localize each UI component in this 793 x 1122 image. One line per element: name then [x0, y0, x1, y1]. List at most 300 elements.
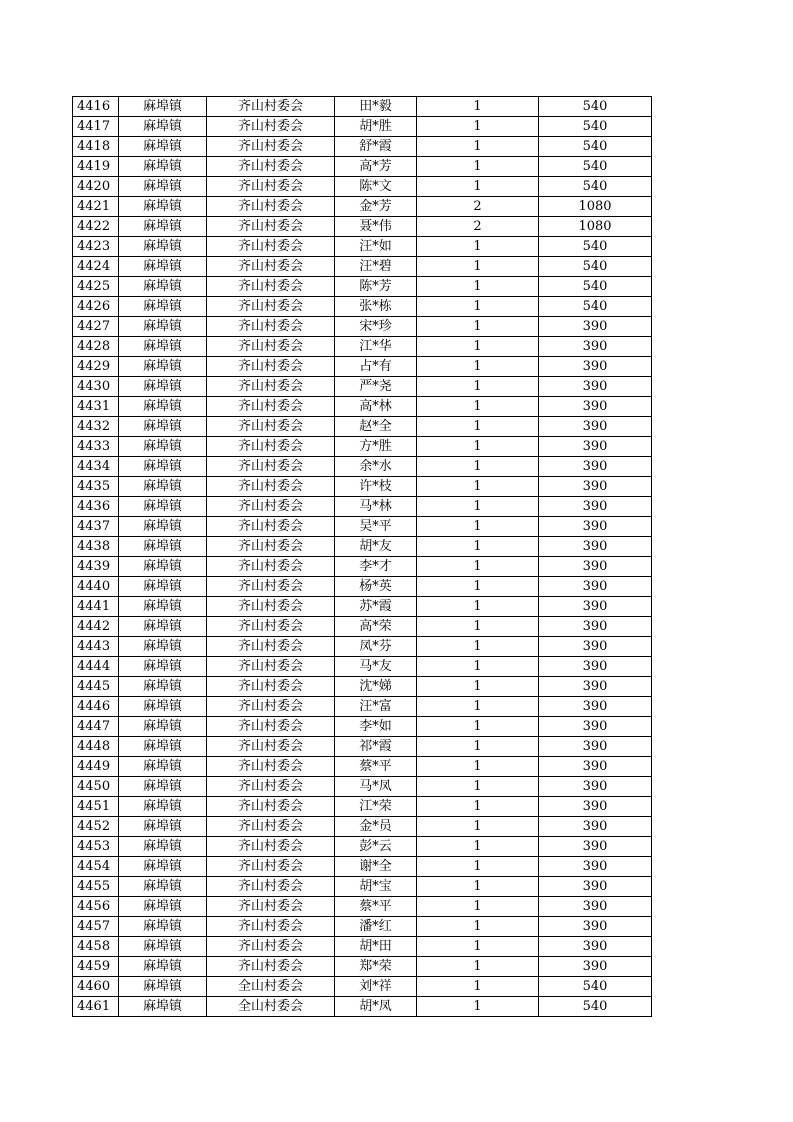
- name-cell: 谢*全: [335, 857, 417, 877]
- count-cell: 2: [417, 217, 539, 237]
- count-cell: 1: [417, 477, 539, 497]
- town-cell: 麻埠镇: [119, 897, 207, 917]
- row-id-cell: 4417: [73, 117, 119, 137]
- row-id-cell: 4436: [73, 497, 119, 517]
- table-row: [73, 477, 652, 497]
- village-cell: 齐山村委会: [207, 657, 335, 677]
- row-id-cell: 4418: [73, 137, 119, 157]
- row-id-cell: 4421: [73, 197, 119, 217]
- count-cell: 1: [417, 97, 539, 117]
- amount-cell: 390: [539, 597, 652, 617]
- amount-cell: 390: [539, 737, 652, 757]
- town-cell: 麻埠镇: [119, 257, 207, 277]
- count-cell: 1: [417, 557, 539, 577]
- row-id-cell: 4431: [73, 397, 119, 417]
- village-cell: 齐山村委会: [207, 517, 335, 537]
- table-row: [73, 157, 652, 177]
- row-id-cell: 4420: [73, 177, 119, 197]
- row-id-cell: 4453: [73, 837, 119, 857]
- amount-cell: 390: [539, 957, 652, 977]
- table-row: [73, 237, 652, 257]
- town-cell: 麻埠镇: [119, 757, 207, 777]
- town-cell: 麻埠镇: [119, 237, 207, 257]
- amount-cell: 390: [539, 437, 652, 457]
- town-cell: 麻埠镇: [119, 997, 207, 1017]
- village-cell: 齐山村委会: [207, 897, 335, 917]
- row-id-cell: 4447: [73, 717, 119, 737]
- town-cell: 麻埠镇: [119, 637, 207, 657]
- name-cell: 吴*平: [335, 517, 417, 537]
- count-cell: 1: [417, 497, 539, 517]
- table-row: [73, 737, 652, 757]
- row-id-cell: 4437: [73, 517, 119, 537]
- amount-cell: 390: [539, 477, 652, 497]
- town-cell: 麻埠镇: [119, 657, 207, 677]
- table-row: [73, 637, 652, 657]
- row-id-cell: 4439: [73, 557, 119, 577]
- village-cell: 齐山村委会: [207, 497, 335, 517]
- amount-cell: 390: [539, 517, 652, 537]
- amount-cell: 390: [539, 397, 652, 417]
- amount-cell: 390: [539, 337, 652, 357]
- row-id-cell: 4430: [73, 377, 119, 397]
- town-cell: 麻埠镇: [119, 617, 207, 637]
- name-cell: 宋*珍: [335, 317, 417, 337]
- name-cell: 高*芳: [335, 157, 417, 177]
- count-cell: 1: [417, 797, 539, 817]
- table-row: [73, 277, 652, 297]
- amount-cell: 390: [539, 537, 652, 557]
- town-cell: 麻埠镇: [119, 597, 207, 617]
- village-cell: 齐山村委会: [207, 557, 335, 577]
- town-cell: 麻埠镇: [119, 557, 207, 577]
- town-cell: 麻埠镇: [119, 457, 207, 477]
- name-cell: 李*才: [335, 557, 417, 577]
- name-cell: 方*胜: [335, 437, 417, 457]
- row-id-cell: 4460: [73, 977, 119, 997]
- count-cell: 1: [417, 117, 539, 137]
- row-id-cell: 4426: [73, 297, 119, 317]
- town-cell: 麻埠镇: [119, 297, 207, 317]
- table-row: [73, 997, 652, 1017]
- village-cell: 齐山村委会: [207, 97, 335, 117]
- count-cell: 1: [417, 697, 539, 717]
- count-cell: 1: [417, 717, 539, 737]
- count-cell: 1: [417, 577, 539, 597]
- count-cell: 1: [417, 357, 539, 377]
- row-id-cell: 4445: [73, 677, 119, 697]
- town-cell: 麻埠镇: [119, 697, 207, 717]
- town-cell: 麻埠镇: [119, 797, 207, 817]
- village-cell: 齐山村委会: [207, 177, 335, 197]
- name-cell: 聂*伟: [335, 217, 417, 237]
- table-row: [73, 617, 652, 637]
- table-body: [73, 97, 652, 1017]
- count-cell: 1: [417, 277, 539, 297]
- name-cell: 陈*芳: [335, 277, 417, 297]
- table-row: [73, 837, 652, 857]
- table-row: [73, 517, 652, 537]
- row-id-cell: 4416: [73, 97, 119, 117]
- town-cell: 麻埠镇: [119, 177, 207, 197]
- town-cell: 麻埠镇: [119, 497, 207, 517]
- town-cell: 麻埠镇: [119, 417, 207, 437]
- town-cell: 麻埠镇: [119, 97, 207, 117]
- name-cell: 马*友: [335, 657, 417, 677]
- village-cell: 齐山村委会: [207, 157, 335, 177]
- amount-cell: 390: [539, 657, 652, 677]
- town-cell: 麻埠镇: [119, 217, 207, 237]
- town-cell: 麻埠镇: [119, 477, 207, 497]
- count-cell: 1: [417, 257, 539, 277]
- village-cell: 齐山村委会: [207, 477, 335, 497]
- row-id-cell: 4427: [73, 317, 119, 337]
- amount-cell: 390: [539, 637, 652, 657]
- row-id-cell: 4461: [73, 997, 119, 1017]
- table-row: [73, 137, 652, 157]
- table-row: [73, 557, 652, 577]
- town-cell: 麻埠镇: [119, 837, 207, 857]
- village-cell: 齐山村委会: [207, 337, 335, 357]
- name-cell: 汪*富: [335, 697, 417, 717]
- count-cell: 1: [417, 837, 539, 857]
- count-cell: 1: [417, 137, 539, 157]
- table-row: [73, 957, 652, 977]
- amount-cell: 540: [539, 157, 652, 177]
- table-row: [73, 897, 652, 917]
- table-row: [73, 757, 652, 777]
- count-cell: 1: [417, 397, 539, 417]
- town-cell: 麻埠镇: [119, 517, 207, 537]
- count-cell: 1: [417, 317, 539, 337]
- table-row: [73, 437, 652, 457]
- town-cell: 麻埠镇: [119, 277, 207, 297]
- amount-cell: 540: [539, 997, 652, 1017]
- village-cell: 齐山村委会: [207, 277, 335, 297]
- row-id-cell: 4441: [73, 597, 119, 617]
- amount-cell: 390: [539, 837, 652, 857]
- village-cell: 齐山村委会: [207, 597, 335, 617]
- amount-cell: 1080: [539, 217, 652, 237]
- row-id-cell: 4452: [73, 817, 119, 837]
- amount-cell: 540: [539, 237, 652, 257]
- table-row: [73, 497, 652, 517]
- row-id-cell: 4423: [73, 237, 119, 257]
- row-id-cell: 4433: [73, 437, 119, 457]
- row-id-cell: 4448: [73, 737, 119, 757]
- amount-cell: 390: [539, 457, 652, 477]
- town-cell: 麻埠镇: [119, 577, 207, 597]
- name-cell: 胡*凤: [335, 997, 417, 1017]
- count-cell: 2: [417, 197, 539, 217]
- row-id-cell: 4438: [73, 537, 119, 557]
- name-cell: 汪*碧: [335, 257, 417, 277]
- town-cell: 麻埠镇: [119, 437, 207, 457]
- amount-cell: 390: [539, 317, 652, 337]
- table-row: [73, 577, 652, 597]
- village-cell: 齐山村委会: [207, 397, 335, 417]
- village-cell: 齐山村委会: [207, 117, 335, 137]
- name-cell: 蔡*平: [335, 757, 417, 777]
- name-cell: 刘*祥: [335, 977, 417, 997]
- table-row: [73, 657, 652, 677]
- amount-cell: 390: [539, 497, 652, 517]
- count-cell: 1: [417, 977, 539, 997]
- amount-cell: 390: [539, 857, 652, 877]
- name-cell: 胡*田: [335, 937, 417, 957]
- village-cell: 齐山村委会: [207, 417, 335, 437]
- name-cell: 田*毅: [335, 97, 417, 117]
- town-cell: 麻埠镇: [119, 537, 207, 557]
- name-cell: 胡*宝: [335, 877, 417, 897]
- table-row: [73, 317, 652, 337]
- village-cell: 齐山村委会: [207, 797, 335, 817]
- count-cell: 1: [417, 737, 539, 757]
- name-cell: 许*枝: [335, 477, 417, 497]
- row-id-cell: 4450: [73, 777, 119, 797]
- amount-cell: 1080: [539, 197, 652, 217]
- amount-cell: 540: [539, 117, 652, 137]
- count-cell: 1: [417, 677, 539, 697]
- table-row: [73, 537, 652, 557]
- row-id-cell: 4434: [73, 457, 119, 477]
- amount-cell: 390: [539, 917, 652, 937]
- town-cell: 麻埠镇: [119, 717, 207, 737]
- name-cell: 余*水: [335, 457, 417, 477]
- count-cell: 1: [417, 537, 539, 557]
- village-cell: 全山村委会: [207, 997, 335, 1017]
- name-cell: 祁*霞: [335, 737, 417, 757]
- village-cell: 齐山村委会: [207, 937, 335, 957]
- count-cell: 1: [417, 517, 539, 537]
- name-cell: 金*员: [335, 817, 417, 837]
- name-cell: 蔡*平: [335, 897, 417, 917]
- village-cell: 齐山村委会: [207, 197, 335, 217]
- village-cell: 齐山村委会: [207, 377, 335, 397]
- village-cell: 齐山村委会: [207, 917, 335, 937]
- name-cell: 金*芳: [335, 197, 417, 217]
- amount-cell: 390: [539, 357, 652, 377]
- table-row: [73, 377, 652, 397]
- village-cell: 齐山村委会: [207, 137, 335, 157]
- amount-cell: 540: [539, 977, 652, 997]
- town-cell: 麻埠镇: [119, 777, 207, 797]
- name-cell: 汪*如: [335, 237, 417, 257]
- amount-cell: 540: [539, 277, 652, 297]
- row-id-cell: 4459: [73, 957, 119, 977]
- name-cell: 李*如: [335, 717, 417, 737]
- amount-cell: 390: [539, 757, 652, 777]
- count-cell: 1: [417, 377, 539, 397]
- count-cell: 1: [417, 857, 539, 877]
- town-cell: 麻埠镇: [119, 157, 207, 177]
- count-cell: 1: [417, 297, 539, 317]
- amount-cell: 390: [539, 577, 652, 597]
- table-row: [73, 857, 652, 877]
- row-id-cell: 4458: [73, 937, 119, 957]
- name-cell: 马*林: [335, 497, 417, 517]
- town-cell: 麻埠镇: [119, 357, 207, 377]
- amount-cell: 390: [539, 777, 652, 797]
- town-cell: 麻埠镇: [119, 137, 207, 157]
- village-cell: 齐山村委会: [207, 577, 335, 597]
- row-id-cell: 4424: [73, 257, 119, 277]
- row-id-cell: 4457: [73, 917, 119, 937]
- table-row: [73, 337, 652, 357]
- amount-cell: 390: [539, 697, 652, 717]
- name-cell: 杨*英: [335, 577, 417, 597]
- count-cell: 1: [417, 817, 539, 837]
- table-row: [73, 677, 652, 697]
- town-cell: 麻埠镇: [119, 197, 207, 217]
- village-cell: 齐山村委会: [207, 297, 335, 317]
- table-row: [73, 117, 652, 137]
- town-cell: 麻埠镇: [119, 737, 207, 757]
- village-cell: 齐山村委会: [207, 817, 335, 837]
- village-cell: 齐山村委会: [207, 677, 335, 697]
- name-cell: 凤*芬: [335, 637, 417, 657]
- village-cell: 齐山村委会: [207, 437, 335, 457]
- row-id-cell: 4422: [73, 217, 119, 237]
- town-cell: 麻埠镇: [119, 857, 207, 877]
- count-cell: 1: [417, 157, 539, 177]
- count-cell: 1: [417, 457, 539, 477]
- count-cell: 1: [417, 437, 539, 457]
- town-cell: 麻埠镇: [119, 397, 207, 417]
- village-cell: 齐山村委会: [207, 457, 335, 477]
- count-cell: 1: [417, 757, 539, 777]
- row-id-cell: 4446: [73, 697, 119, 717]
- count-cell: 1: [417, 417, 539, 437]
- town-cell: 麻埠镇: [119, 977, 207, 997]
- name-cell: 胡*友: [335, 537, 417, 557]
- table-row: [73, 97, 652, 117]
- count-cell: 1: [417, 177, 539, 197]
- row-id-cell: 4429: [73, 357, 119, 377]
- count-cell: 1: [417, 637, 539, 657]
- table-row: [73, 977, 652, 997]
- count-cell: 1: [417, 897, 539, 917]
- village-cell: 齐山村委会: [207, 737, 335, 757]
- table-row: [73, 717, 652, 737]
- village-cell: 齐山村委会: [207, 777, 335, 797]
- name-cell: 胡*胜: [335, 117, 417, 137]
- table-row: [73, 597, 652, 617]
- row-id-cell: 4444: [73, 657, 119, 677]
- count-cell: 1: [417, 237, 539, 257]
- name-cell: 马*凤: [335, 777, 417, 797]
- name-cell: 张*栋: [335, 297, 417, 317]
- amount-cell: 540: [539, 137, 652, 157]
- table-row: [73, 457, 652, 477]
- table-row: [73, 937, 652, 957]
- name-cell: 苏*霞: [335, 597, 417, 617]
- amount-cell: 390: [539, 677, 652, 697]
- town-cell: 麻埠镇: [119, 957, 207, 977]
- table-row: [73, 197, 652, 217]
- amount-cell: 390: [539, 877, 652, 897]
- town-cell: 麻埠镇: [119, 917, 207, 937]
- row-id-cell: 4455: [73, 877, 119, 897]
- table-row: [73, 777, 652, 797]
- row-id-cell: 4440: [73, 577, 119, 597]
- row-id-cell: 4419: [73, 157, 119, 177]
- row-id-cell: 4449: [73, 757, 119, 777]
- table-row: [73, 257, 652, 277]
- count-cell: 1: [417, 957, 539, 977]
- name-cell: 郑*荣: [335, 957, 417, 977]
- count-cell: 1: [417, 337, 539, 357]
- row-id-cell: 4432: [73, 417, 119, 437]
- amount-cell: 540: [539, 257, 652, 277]
- amount-cell: 390: [539, 557, 652, 577]
- table-row: [73, 797, 652, 817]
- amount-cell: 390: [539, 817, 652, 837]
- table-row: [73, 397, 652, 417]
- row-id-cell: 4442: [73, 617, 119, 637]
- table-row: [73, 877, 652, 897]
- count-cell: 1: [417, 917, 539, 937]
- village-cell: 齐山村委会: [207, 317, 335, 337]
- row-id-cell: 4428: [73, 337, 119, 357]
- amount-cell: 540: [539, 97, 652, 117]
- count-cell: 1: [417, 777, 539, 797]
- village-cell: 齐山村委会: [207, 537, 335, 557]
- name-cell: 江*华: [335, 337, 417, 357]
- row-id-cell: 4451: [73, 797, 119, 817]
- amount-cell: 540: [539, 297, 652, 317]
- village-cell: 齐山村委会: [207, 257, 335, 277]
- count-cell: 1: [417, 937, 539, 957]
- town-cell: 麻埠镇: [119, 117, 207, 137]
- village-cell: 齐山村委会: [207, 877, 335, 897]
- name-cell: 严*尧: [335, 377, 417, 397]
- village-cell: 齐山村委会: [207, 237, 335, 257]
- amount-cell: 390: [539, 717, 652, 737]
- row-id-cell: 4425: [73, 277, 119, 297]
- name-cell: 彭*云: [335, 837, 417, 857]
- name-cell: 沈*娣: [335, 677, 417, 697]
- town-cell: 麻埠镇: [119, 937, 207, 957]
- table-row: [73, 357, 652, 377]
- amount-cell: 390: [539, 377, 652, 397]
- village-cell: 齐山村委会: [207, 697, 335, 717]
- table-row: [73, 697, 652, 717]
- name-cell: 陈*文: [335, 177, 417, 197]
- table-row: [73, 917, 652, 937]
- amount-cell: 390: [539, 417, 652, 437]
- count-cell: 1: [417, 617, 539, 637]
- count-cell: 1: [417, 597, 539, 617]
- count-cell: 1: [417, 877, 539, 897]
- name-cell: 江*荣: [335, 797, 417, 817]
- amount-cell: 390: [539, 797, 652, 817]
- village-cell: 齐山村委会: [207, 217, 335, 237]
- amount-cell: 390: [539, 617, 652, 637]
- amount-cell: 390: [539, 937, 652, 957]
- name-cell: 占*有: [335, 357, 417, 377]
- table-row: [73, 417, 652, 437]
- row-id-cell: 4443: [73, 637, 119, 657]
- town-cell: 麻埠镇: [119, 877, 207, 897]
- row-id-cell: 4435: [73, 477, 119, 497]
- village-cell: 全山村委会: [207, 977, 335, 997]
- village-cell: 齐山村委会: [207, 857, 335, 877]
- name-cell: 高*荣: [335, 617, 417, 637]
- row-id-cell: 4456: [73, 897, 119, 917]
- town-cell: 麻埠镇: [119, 377, 207, 397]
- count-cell: 1: [417, 997, 539, 1017]
